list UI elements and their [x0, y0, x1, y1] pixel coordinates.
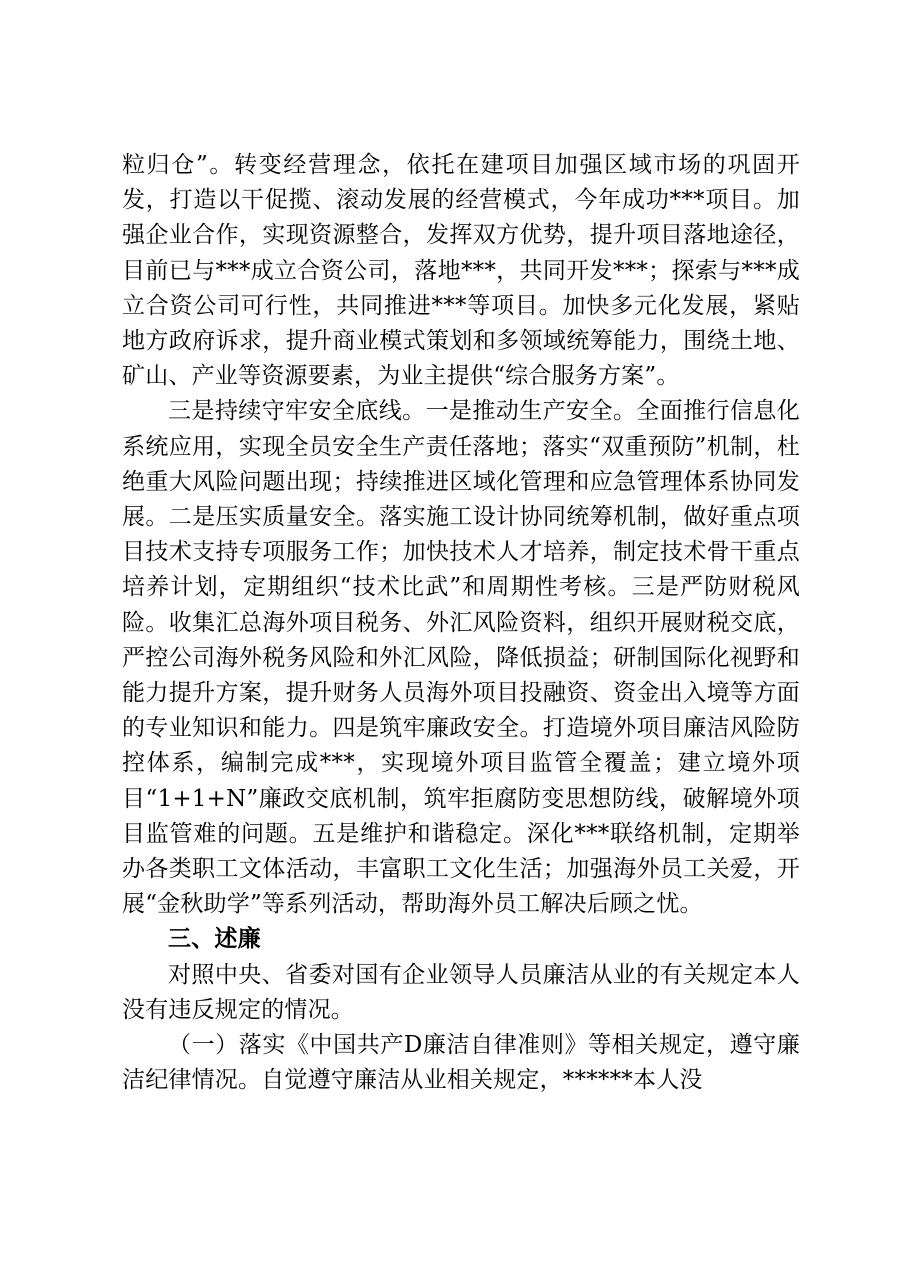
paragraph-safety-baseline: 三是持续守牢安全底线。一是推动生产安全。全面推行信息化系统应用，实现全员安全生产责任落地；落实“双重预防”机制，杜绝重大风险问题出现；持续推进区域化管理和应急管理体系协同发展。二是压实质量安全。落实施工设计协同统筹机制，做好重点项目技术支持专项服务工作；加快技术人才培养，制定技术骨干重点培养计划，定期组织“技术比武”和周期性考核。三是严防财税风险。收集汇总海外项目税务、外汇风险资料，组织开展财税交底，严控公司海外税务风险和外汇风险，降低损益；研制国际化视野和能力提升方案，提升财务人员海外项目投融资、资金出入境等方面的专业知识和能力。四是筑牢廉政安全。打造境外项目廉洁风险防控体系，编制完成***，实现境外项目监管全覆盖；建立境外项目“1+1+N”廉政交底机制，筑牢拒腐防变思想防线，破解境外项目监管难的问题。五是维护和谐稳定。深化***联络机制，定期举办各类职工文体活动，丰富职工文化生活；加强海外员工关爱，开展“金秋助学”等系列活动，帮助海外员工解决后顾之忧。 — [122, 398, 800, 918]
section-heading: 三、述廉 — [168, 926, 261, 953]
document-body — [122, 148, 800, 1098]
paragraph-integrity-rules: （一）落实《中国共产D廉洁自律准则》等相关规定，遵守廉洁纪律情况。自觉遵守廉洁从业相关规定，******本人没 — [122, 1032, 800, 1094]
paragraph-integrity-statement: 对照中央、省委对国有企业领导人员廉洁从业的有关规定本人没有违反规定的情况。 — [122, 961, 800, 1023]
paragraph-business-strategy: 粒归仓”。转变经营理念，依托在建项目加强区域市场的巩固开发，打造以干促揽、滚动发展的经营模式，今年成功***项目。加强企业合作，实现资源整合，发挥双方优势，提升项目落地途径，目前已与***成立合资公司，落地***，共同开发***；探索与***成立合资公司可行性，共同推进***等项目。加快多元化发展，紧贴地方政府诉求，提升商业模式策划和多领域统筹能力，围绕土地、矿山、产业等资源要素，为业主提供“综合服务方案”。 — [122, 152, 800, 390]
